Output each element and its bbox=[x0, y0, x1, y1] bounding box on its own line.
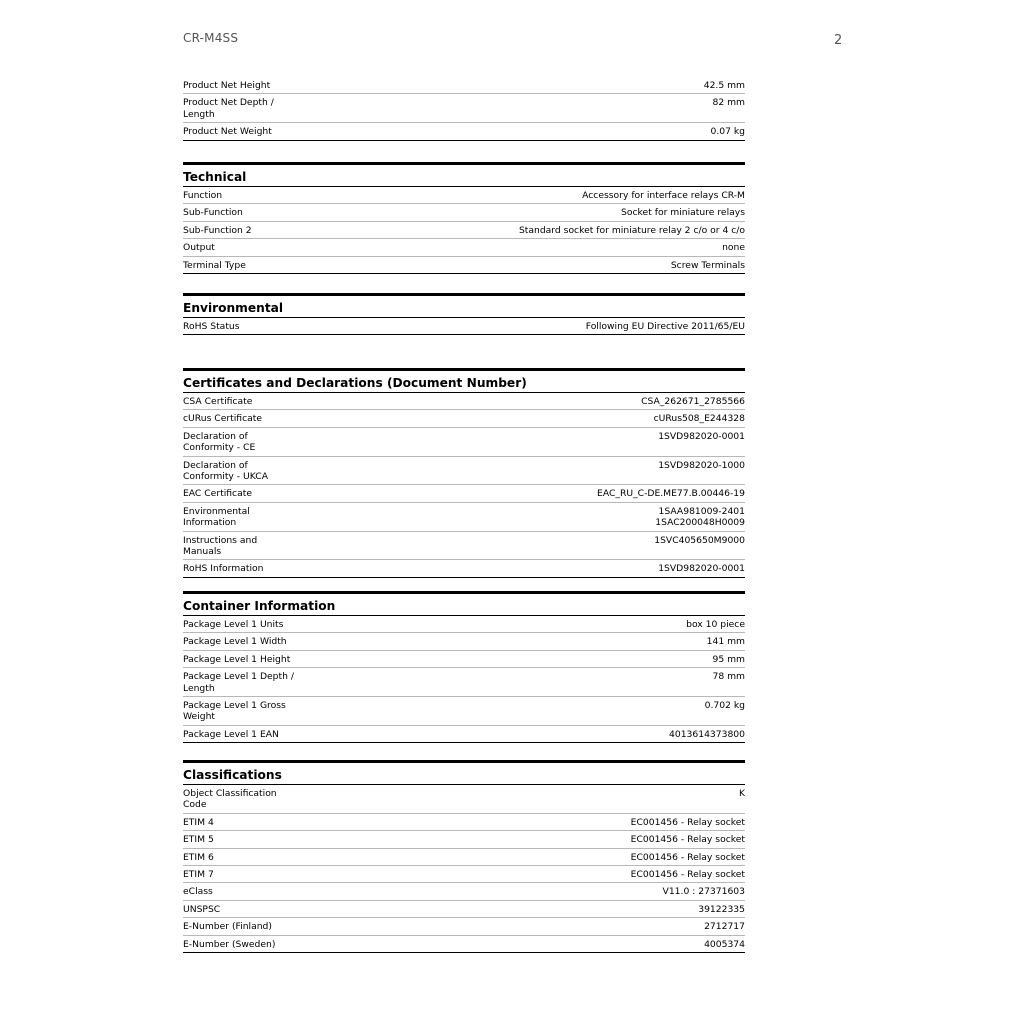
table-row bbox=[183, 204, 745, 221]
row-value: 2712717 bbox=[704, 921, 745, 933]
table-row bbox=[183, 849, 745, 866]
row-label: Instructions and Manuals bbox=[183, 534, 258, 558]
table-row bbox=[183, 393, 745, 410]
row-value: Accessory for interface relays CR-M bbox=[582, 190, 745, 201]
dimensions-table bbox=[183, 77, 745, 141]
row-value: 141 mm bbox=[706, 636, 745, 648]
certificates-section bbox=[183, 368, 745, 578]
row-label: E-Number (Finland) bbox=[183, 921, 272, 933]
row-label: Package Level 1 Units bbox=[183, 619, 284, 630]
table-row bbox=[183, 785, 745, 814]
table-row bbox=[183, 123, 745, 140]
table-row bbox=[183, 883, 745, 900]
row-value: EC001456 - Relay socket bbox=[630, 851, 745, 863]
row-label: Object Classification Code bbox=[183, 788, 277, 811]
container-section bbox=[183, 591, 745, 743]
row-value: 1SVD982020-0001 bbox=[658, 430, 745, 442]
row-label: Sub-Function bbox=[183, 207, 243, 219]
row-value: EAC_RU_C-DE.ME77.B.00446-19 bbox=[597, 488, 745, 500]
row-value: Socket for miniature relays bbox=[621, 207, 745, 219]
section-title: Container Information bbox=[183, 591, 745, 616]
row-label: Product Net Depth / Length bbox=[183, 97, 274, 120]
row-value: 1SVC405650M9000 bbox=[654, 534, 745, 546]
table-row bbox=[183, 633, 745, 650]
row-label: EAC Certificate bbox=[183, 488, 252, 500]
row-value: Screw Terminals bbox=[670, 259, 745, 271]
row-value: EC001456 - Relay socket bbox=[630, 816, 745, 828]
row-label: ETIM 7 bbox=[183, 869, 214, 881]
table-row bbox=[183, 457, 745, 486]
table-row bbox=[183, 936, 745, 953]
table-row bbox=[183, 866, 745, 883]
table-row bbox=[183, 187, 745, 204]
table-row bbox=[183, 318, 745, 335]
table-row bbox=[183, 410, 745, 427]
table-row bbox=[183, 503, 745, 532]
row-label: Terminal Type bbox=[183, 259, 246, 271]
row-value: V11.0 : 27371603 bbox=[662, 886, 745, 898]
table-row bbox=[183, 918, 745, 935]
row-label: Declaration of Conformity - CE bbox=[183, 430, 256, 454]
row-label: Sub-Function 2 bbox=[183, 224, 252, 236]
row-value: 0.702 kg bbox=[704, 700, 745, 712]
section-title: Environmental bbox=[183, 293, 745, 318]
row-value: 1SVD982020-0001 bbox=[658, 563, 745, 575]
section-title: Technical bbox=[183, 162, 745, 187]
row-value: K bbox=[738, 788, 745, 799]
row-label: eClass bbox=[183, 886, 213, 898]
table-row bbox=[183, 239, 745, 256]
section-title: Classifications bbox=[183, 760, 745, 785]
table-row bbox=[183, 532, 745, 561]
table-row bbox=[183, 668, 745, 697]
table-row bbox=[183, 726, 745, 743]
table-row bbox=[183, 901, 745, 918]
row-value: cURus508_E244328 bbox=[653, 413, 745, 425]
document-title: CR-M4SS bbox=[183, 31, 239, 45]
row-value: 95 mm bbox=[712, 653, 745, 665]
row-value: 4005374 bbox=[704, 938, 745, 950]
row-value: 4013614373800 bbox=[669, 728, 745, 740]
table-row bbox=[183, 697, 745, 726]
row-label: Function bbox=[183, 190, 223, 201]
technical-section bbox=[183, 162, 745, 274]
row-value: 78 mm bbox=[712, 671, 745, 683]
row-value: Following EU Directive 2011/65/EU bbox=[585, 321, 745, 332]
row-label: Product Net Weight bbox=[183, 126, 272, 138]
row-label: Product Net Height bbox=[183, 80, 271, 91]
table-row bbox=[183, 831, 745, 848]
page-number: 2 bbox=[834, 33, 843, 48]
table-row bbox=[183, 616, 745, 633]
row-label: CSA Certificate bbox=[183, 396, 253, 407]
table-row bbox=[183, 94, 745, 123]
row-value: CSA_262671_2785566 bbox=[641, 396, 745, 407]
table-row bbox=[183, 560, 745, 577]
row-value: box 10 piece bbox=[686, 619, 745, 630]
section-title: Certificates and Declarations (Document Number) bbox=[183, 368, 745, 393]
row-value: 1SAA981009-2401 1SAC200048H0009 bbox=[655, 505, 745, 529]
row-label: ETIM 5 bbox=[183, 834, 214, 846]
row-label: Package Level 1 EAN bbox=[183, 728, 279, 740]
row-value: none bbox=[722, 242, 745, 254]
row-label: Package Level 1 Width bbox=[183, 636, 287, 648]
table-row bbox=[183, 428, 745, 457]
row-label: RoHS Information bbox=[183, 563, 264, 575]
row-value: 82 mm bbox=[712, 97, 745, 109]
row-value: 39122335 bbox=[698, 903, 745, 915]
row-label: UNSPSC bbox=[183, 903, 221, 915]
row-label: ETIM 6 bbox=[183, 851, 214, 863]
row-label: ETIM 4 bbox=[183, 816, 214, 828]
row-label: E-Number (Sweden) bbox=[183, 938, 276, 950]
table-row bbox=[183, 651, 745, 668]
table-row bbox=[183, 814, 745, 831]
table-row bbox=[183, 77, 745, 94]
row-label: cURus Certificate bbox=[183, 413, 262, 425]
row-label: Environmental Information bbox=[183, 505, 250, 529]
table-row bbox=[183, 257, 745, 274]
classifications-section bbox=[183, 760, 745, 953]
row-label: RoHS Status bbox=[183, 321, 240, 332]
table-row bbox=[183, 222, 745, 239]
row-value: 42.5 mm bbox=[703, 80, 745, 91]
row-value: Standard socket for miniature relay 2 c/o or 4 c/o bbox=[518, 224, 745, 236]
row-value: 0.07 kg bbox=[710, 126, 745, 138]
environmental-section bbox=[183, 293, 745, 335]
row-label: Declaration of Conformity - UKCA bbox=[183, 459, 268, 483]
row-label: Package Level 1 Height bbox=[183, 653, 291, 665]
row-value: EC001456 - Relay socket bbox=[630, 834, 745, 846]
row-label: Output bbox=[183, 242, 215, 254]
row-value: EC001456 - Relay socket bbox=[630, 869, 745, 881]
row-label: Package Level 1 Gross Weight bbox=[183, 700, 286, 723]
table-row bbox=[183, 485, 745, 502]
row-value: 1SVD982020-1000 bbox=[658, 459, 745, 471]
row-label: Package Level 1 Depth / Length bbox=[183, 671, 294, 694]
